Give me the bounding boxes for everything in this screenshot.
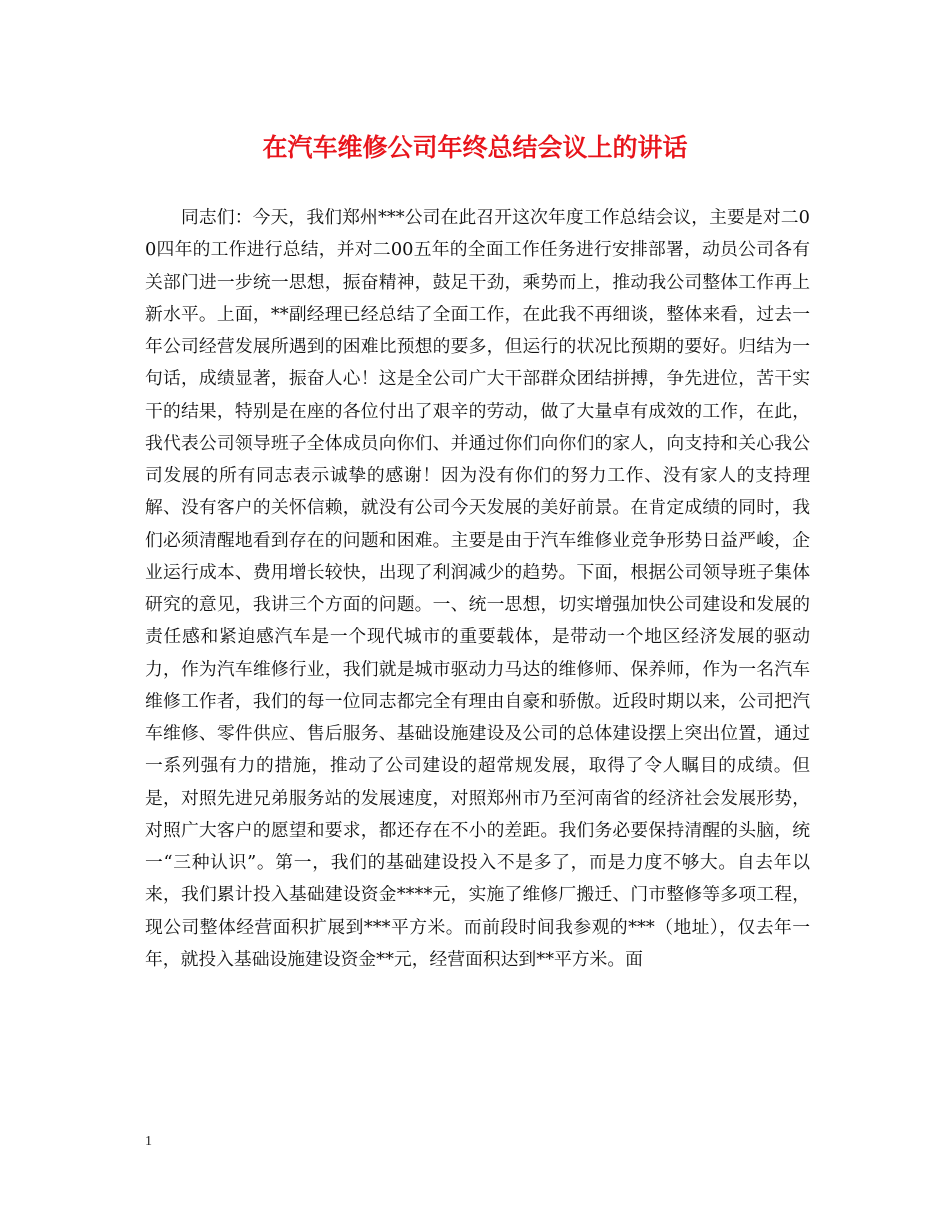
- page-number: 1: [145, 1134, 152, 1149]
- document-title: 在汽车维修公司年终总结会议上的讲话: [262, 133, 688, 162]
- document-body-paragraph: 同志们：今天，我们郑州***公司在此召开这次年度工作总结会议，主要是对二00四年的工作进行总结，并对二00五年的全面工作任务进行安排部署，动员公司各有关部门进一步统一思想，振奋精神，鼓足干劲，乘势而上，推动我公司整体工作再上新水平。上面，**副经理已经总结了全面工作，在此我不再细谈，整体来看，过去一年公司经营发展所遇到的困难比预想的要多，但运行的状况比预期的要好。归结为一句话，成绩显著，振奋人心！这是全公司广大干部群众团结拼搏，争先进位，苦干实干的结果，特别是在座的各位付出了艰辛的劳动，做了大量卓有成效的工作，在此，我代表公司领导班子全体成员向你们、并通过你们向你们的家人，向支持和关心我公司发展的所有同志表示诚挚的感谢！因为没有你们的努力工作、没有家人的支持理解、没有客户的关怀信赖，就没有公司今天发展的美好前景。在肯定成绩的同时，我们必须清醒地看到存在的问题和困难。主要是由于汽车维修业竞争形势日益严峻，企业运行成本、费用增长较快，出现了利润减少的趋势。下面，根据公司领导班子集体研究的意见，我讲三个方面的问题。一、统一思想，切实增强加快公司建设和发展的责任感和紧迫感汽车是一个现代城市的重要载体，是带动一个地区经济发展的驱动力，作为汽车维修行业，我们就是城市驱动力马达的维修师、保养师，作为一名汽车维修工作者，我们的每一位同志都完全有理由自豪和骄傲。近段时期以来，公司把汽车维修、零件供应、售后服务、基础设施建设及公司的总体建设摆上突出位置，通过一系列强有力的措施，推动了公司建设的超常规发展，取得了令人瞩目的成绩。但是，对照先进兄弟服务站的发展速度，对照郑州市乃至河南省的经济社会发展形势，对照广大客户的愿望和要求，都还存在不小的差距。我们务必要保持清醒的头脑，统一“三种认识”。第一，我们的基础建设投入不是多了，而是力度不够大。自去年以来，我们累计投入基础建设资金****元，实施了维修厂搬迁、门市整修等多项工程，现公司整体经营面积扩展到***平方米。而前段时间我参观的***（地址），仅去年一年，就投入基础设施建设资金**元，经营面积达到**平方米。面: [145, 207, 810, 970]
